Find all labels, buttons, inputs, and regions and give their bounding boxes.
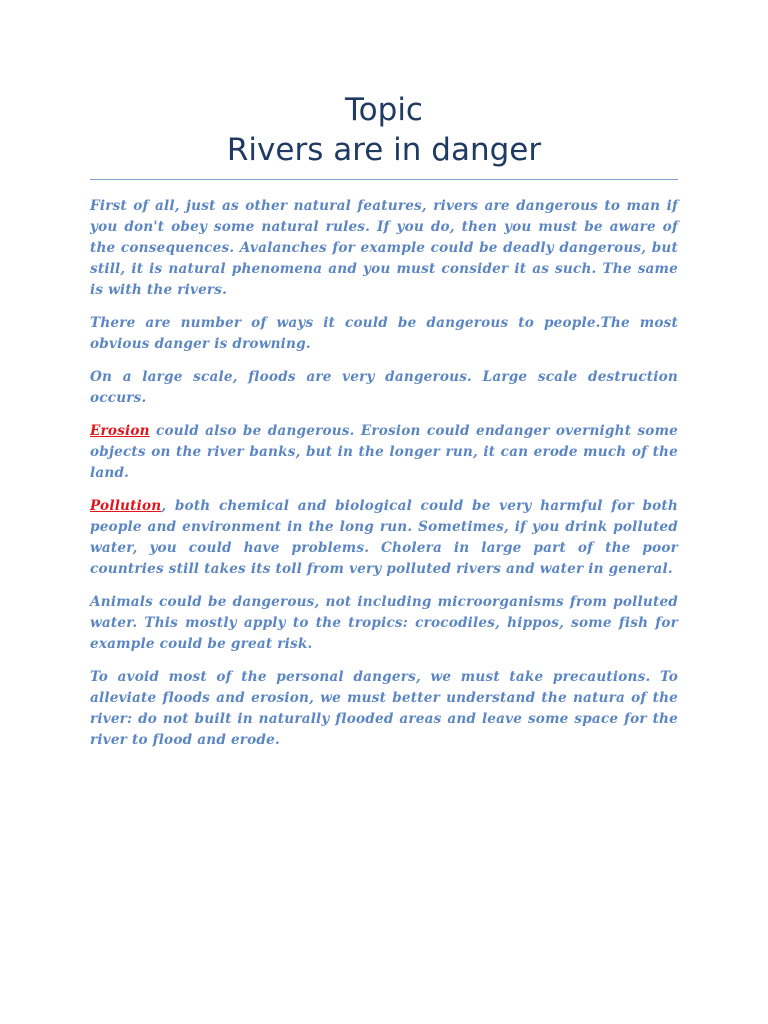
paragraph-text: could also be dangerous. Erosion could endanger overnight some objects on the river banks, but in the longer run, it can erode much of the land.: [90, 423, 678, 481]
keyword-erosion: Erosion: [90, 423, 150, 439]
paragraph-erosion: [90, 421, 678, 484]
paragraph-text: , both chemical and biological could be very harmful for both people and environment in the long run. Sometimes, if you drink polluted water, you could have problems. Cholera in large part of the poor countries still takes its toll from very polluted rivers and water in general.: [90, 498, 678, 577]
paragraph-floods: [90, 367, 678, 409]
paragraph-text: On a large scale, floods are very dangerous. Large scale destruction occurs.: [90, 369, 678, 406]
title-line-heading: Rivers are in danger: [226, 132, 542, 168]
title-divider: [90, 179, 678, 180]
paragraph-text: Animals could be dangerous, not including microorganisms from polluted water. This mostly apply to the tropics: crocodiles, hippos, some fish for example could be great risk.: [90, 594, 678, 652]
paragraph-text: There are number of ways it could be dangerous to people.The most obvious danger is drowning.: [90, 315, 678, 352]
document-title: [90, 90, 678, 170]
paragraph-intro: [90, 196, 678, 301]
paragraph-precautions: [90, 667, 678, 751]
paragraph-text: First of all, just as other natural features, rivers are dangerous to man if you don't obey some natural rules. If you do, then you must be aware of the consequences. Avalanches for example could be deadly dangerous, but still, it is natural phenomena and you must consider it as such. The same is with the rivers.: [90, 198, 678, 298]
paragraph-text: To avoid most of the personal dangers, we must take precautions. To alleviate floods and erosion, we must better understand the natura of the river: do not built in naturally flooded areas and leave some space for the river to flood and erode.: [90, 669, 678, 748]
paragraph-drowning: [90, 313, 678, 355]
paragraph-pollution: [90, 496, 678, 580]
paragraph-animals: [90, 592, 678, 655]
keyword-pollution: Pollution: [90, 498, 162, 514]
document-page: [90, 90, 678, 763]
title-line-topic: Topic: [345, 92, 423, 128]
